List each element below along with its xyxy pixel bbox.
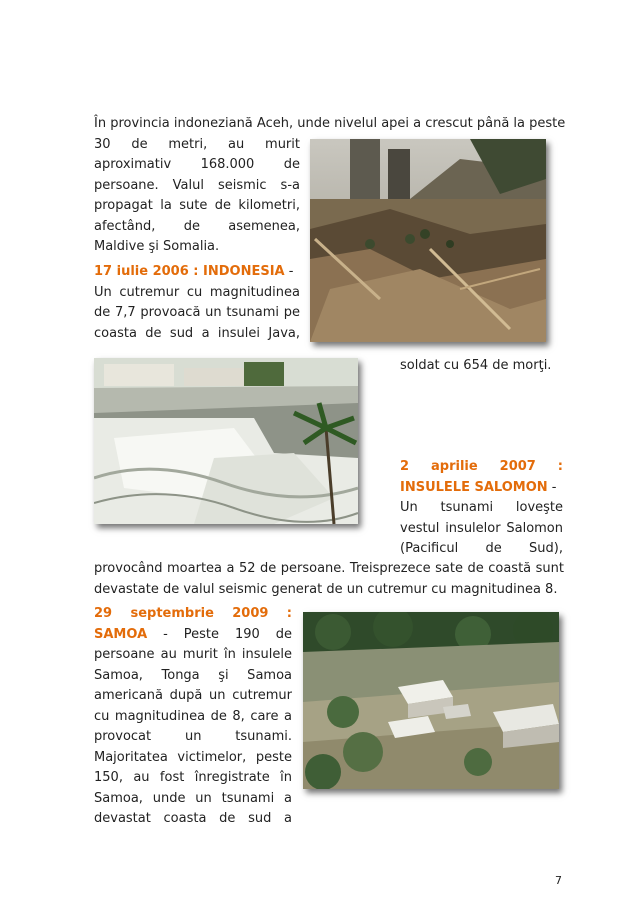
samoa-line: provocat un tsunami. (94, 729, 292, 744)
intro-first-line: În provincia indoneziană Aceh, unde nivelul apei a crescut până la peste (94, 116, 566, 131)
intro-line: persoane. Valul seismic s-a (94, 177, 300, 193)
samoa-line: Samoa, unde un tsunami a (94, 790, 292, 806)
solomon-date: 2 aprilie 2007 : (400, 459, 563, 474)
intro-paragraph (94, 135, 300, 258)
solomon-full-width (94, 559, 564, 600)
intro-line: Maldive şi Somalia. (94, 239, 220, 254)
indonesia-line: coasta de sud a insulei Java, (94, 325, 300, 341)
solomon-paragraph: 2 aprilie 2007 : INSULELE SALOMON - Un tsunami loveşte vestul insulelor Salomon (Pacificul de Sud), (400, 457, 563, 560)
samoa-flood-photo (303, 612, 559, 789)
indonesia-line: de 7,7 provoacă un tsunami pe (94, 305, 300, 320)
page-number: 7 (555, 874, 562, 887)
indonesia-continuation: soldat cu 654 de morţi. (400, 358, 552, 373)
aceh-devastation-photo (310, 139, 546, 342)
indonesia-paragraph: 17 iulie 2006 : INDONESIA - Un cutremur cu magnitudinea de 7,7 provoacă un tsunami pe coasta de sud a insulei Java, (94, 262, 300, 344)
samoa-line: Majoritatea victimelor, peste (94, 749, 292, 765)
intro-line: propagat la sute de kilometri, (94, 198, 300, 213)
samoa-line: 150, au fost înregistrate în (94, 770, 292, 785)
java-tsunami-photo (94, 358, 358, 524)
intro-line: afectând, de asemenea, (94, 218, 300, 234)
solomon-line: Un tsunami loveşte (400, 500, 563, 515)
samoa-line: Samoa, Tonga şi Samoa (94, 667, 292, 683)
solomon-heading: INSULELE SALOMON (400, 479, 548, 495)
samoa-line: americană după un cutremur (94, 688, 292, 703)
indonesia-line: Un cutremur cu magnitudinea (94, 284, 300, 300)
samoa-paragraph: 29 septembrie 2009 : SAMOA - Peste 190 de persoane au murit în insulele Samoa, Tonga şi Samoa americană după un cutremur cu magnitudinea de 8, care a provocat un tsunami. Majoritatea victimelor, peste 150, au fost înregistrate în Samoa, unde un tsunami a devastat coasta de sud a (94, 604, 292, 830)
samoa-line: devastat coasta de sud a (94, 811, 292, 826)
samoa-heading: SAMOA (94, 626, 148, 642)
indonesia-heading: 17 iulie 2006 : INDONESIA (94, 264, 285, 279)
samoa-line: persoane au murit în insulele (94, 647, 292, 662)
solomon-full-line: devastate de valul seismic generat de un cutremur cu magnitudinea 8. (94, 581, 558, 597)
intro-line: aproximativ 168.000 de (94, 157, 300, 172)
solomon-line: (Pacificul de Sud), (400, 541, 563, 556)
solomon-line: vestul insulelor Salomon (400, 520, 563, 536)
samoa-date: 29 septembrie 2009 : (94, 606, 292, 621)
samoa-line: cu magnitudinea de 8, care a (94, 708, 292, 724)
solomon-full-line: provocând moartea a 52 de persoane. Treisprezece sate de coastă sunt (94, 561, 564, 576)
intro-line: 30 de metri, au murit (94, 136, 300, 152)
